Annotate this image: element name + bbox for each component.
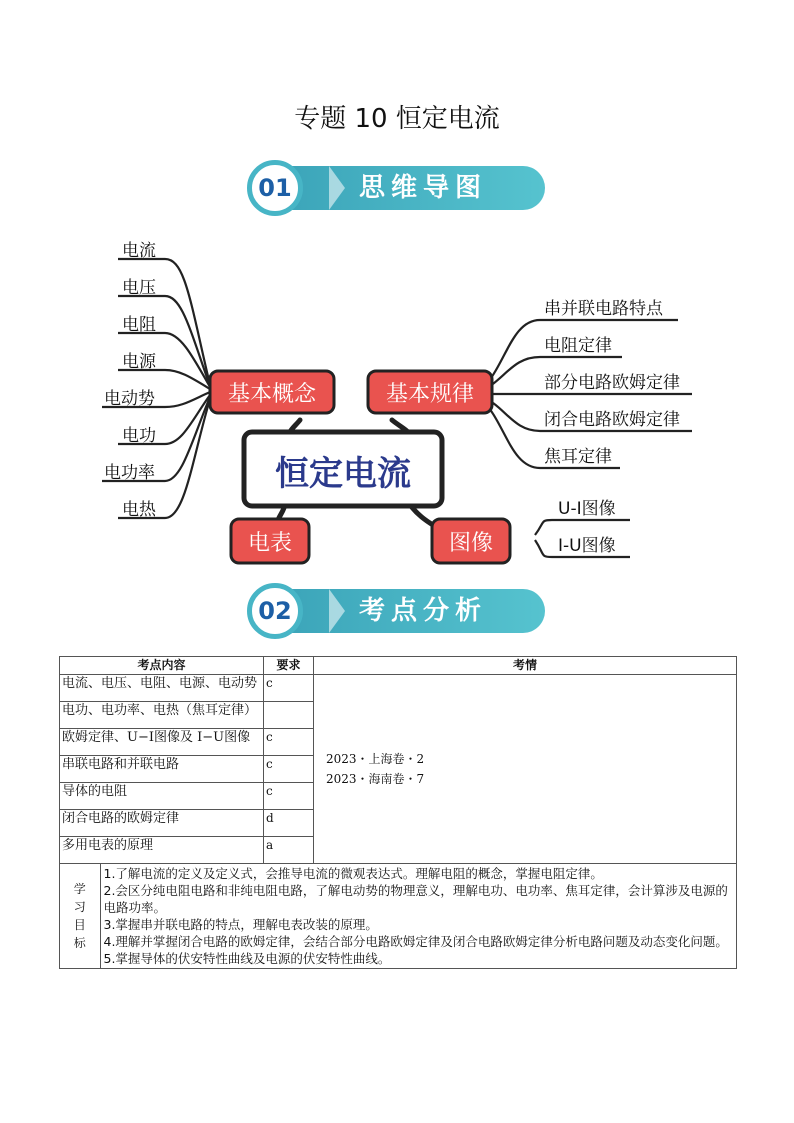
goals-list bbox=[100, 864, 736, 968]
node-concepts bbox=[210, 371, 334, 413]
exam-item: 2023・海南卷・7 bbox=[326, 772, 425, 786]
goal-item: 5.掌握导体的伏安特性曲线及电源的伏安特性曲线。 bbox=[103, 951, 391, 966]
row-requirement: c bbox=[264, 729, 314, 756]
goals-header-char: 目 bbox=[73, 918, 86, 932]
row-requirement bbox=[264, 702, 314, 729]
header-exam: 考情 bbox=[314, 657, 737, 675]
concept-item-current: 电流 bbox=[122, 241, 156, 261]
concept-item-source: 电源 bbox=[122, 352, 156, 372]
concept-item-voltage: 电压 bbox=[122, 278, 156, 298]
goals-header-char: 学 bbox=[73, 882, 86, 896]
row-requirement: d bbox=[264, 810, 314, 837]
node-meters-label: 电表 bbox=[247, 531, 293, 556]
goals-header-char: 标 bbox=[73, 936, 86, 950]
node-graphs-label: 图像 bbox=[448, 531, 494, 556]
row-requirement: c bbox=[264, 783, 314, 810]
banner-text: 考点分析 bbox=[359, 596, 488, 626]
banner-number: 02 bbox=[258, 597, 292, 625]
concept-item-work: 电功 bbox=[122, 426, 156, 446]
row-content: 欧姆定律、U−I图像及 I−U图像 bbox=[60, 729, 264, 756]
concept-item-heat: 电热 bbox=[122, 500, 156, 520]
goal-item: 2.会区分纯电阻电路和非纯电阻电路，了解电动势的物理意义，理解电功、电功率、焦耳定律，会计算涉及电源的电路功率。 bbox=[103, 883, 728, 915]
banner-notch bbox=[329, 589, 345, 633]
node-meters bbox=[231, 519, 309, 563]
page-title: 专题 10 恒定电流 bbox=[294, 104, 500, 134]
concept-item-power: 电功率 bbox=[104, 463, 155, 483]
header-content: 考点内容 bbox=[60, 657, 264, 675]
row-content: 电流、电压、电阻、电源、电动势 bbox=[60, 675, 264, 702]
node-graphs bbox=[432, 519, 510, 563]
law-item-resistance-law: 电阻定律 bbox=[544, 336, 612, 356]
center-topic: 恒定电流 bbox=[275, 454, 411, 494]
table-header-row bbox=[60, 657, 737, 675]
goals-row bbox=[60, 864, 737, 969]
row-content: 导体的电阻 bbox=[60, 783, 264, 810]
goal-item: 4.理解并掌握闭合电路的欧姆定律，会结合部分电路欧姆定律及闭合电路欧姆定律分析电路问题及动态变化问题。 bbox=[103, 934, 728, 949]
goals-header bbox=[60, 864, 100, 968]
row-content: 电功、电功率、电热（焦耳定律） bbox=[60, 702, 264, 729]
exam-points-table bbox=[59, 656, 737, 969]
row-content: 串联电路和并联电路 bbox=[60, 756, 264, 783]
goals-inner bbox=[60, 864, 736, 968]
node-laws bbox=[368, 371, 492, 413]
row-content: 闭合电路的欧姆定律 bbox=[60, 810, 264, 837]
banner-number: 01 bbox=[258, 174, 292, 202]
law-item-joule: 焦耳定律 bbox=[544, 447, 612, 467]
banner-text: 思维导图 bbox=[359, 173, 488, 203]
header-requirement: 要求 bbox=[264, 657, 314, 675]
node-concepts-label: 基本概念 bbox=[227, 382, 317, 407]
graph-item-iu: I-U图像 bbox=[558, 536, 616, 556]
goal-item: 1.了解电流的定义及定义式，会推导电流的微观表达式。理解电阻的概念，掌握电阻定律。 bbox=[103, 866, 603, 881]
node-laws-label: 基本规律 bbox=[385, 382, 475, 407]
goals-header-char: 习 bbox=[73, 900, 86, 914]
row-content: 多用电表的原理 bbox=[60, 837, 264, 864]
law-item-closed-ohm: 闭合电路欧姆定律 bbox=[544, 410, 680, 430]
law-item-partial-ohm: 部分电路欧姆定律 bbox=[544, 373, 680, 393]
graph-item-ui: U-I图像 bbox=[558, 499, 616, 519]
node-center bbox=[244, 432, 442, 506]
row-requirement: c bbox=[264, 756, 314, 783]
exam-item: 2023・上海卷・2 bbox=[326, 752, 425, 766]
row-requirement: a bbox=[264, 837, 314, 864]
concept-item-emf: 电动势 bbox=[104, 389, 155, 409]
exam-info bbox=[314, 675, 737, 864]
concept-item-resistance: 电阻 bbox=[122, 315, 156, 335]
row-requirement: c bbox=[264, 675, 314, 702]
law-item-series-parallel: 串并联电路特点 bbox=[544, 299, 663, 319]
section-banner-analysis bbox=[247, 583, 547, 639]
table-row bbox=[60, 675, 737, 702]
goal-item: 3.掌握串并联电路的特点，理解电表改装的原理。 bbox=[103, 917, 378, 932]
goals-cell bbox=[60, 864, 737, 969]
